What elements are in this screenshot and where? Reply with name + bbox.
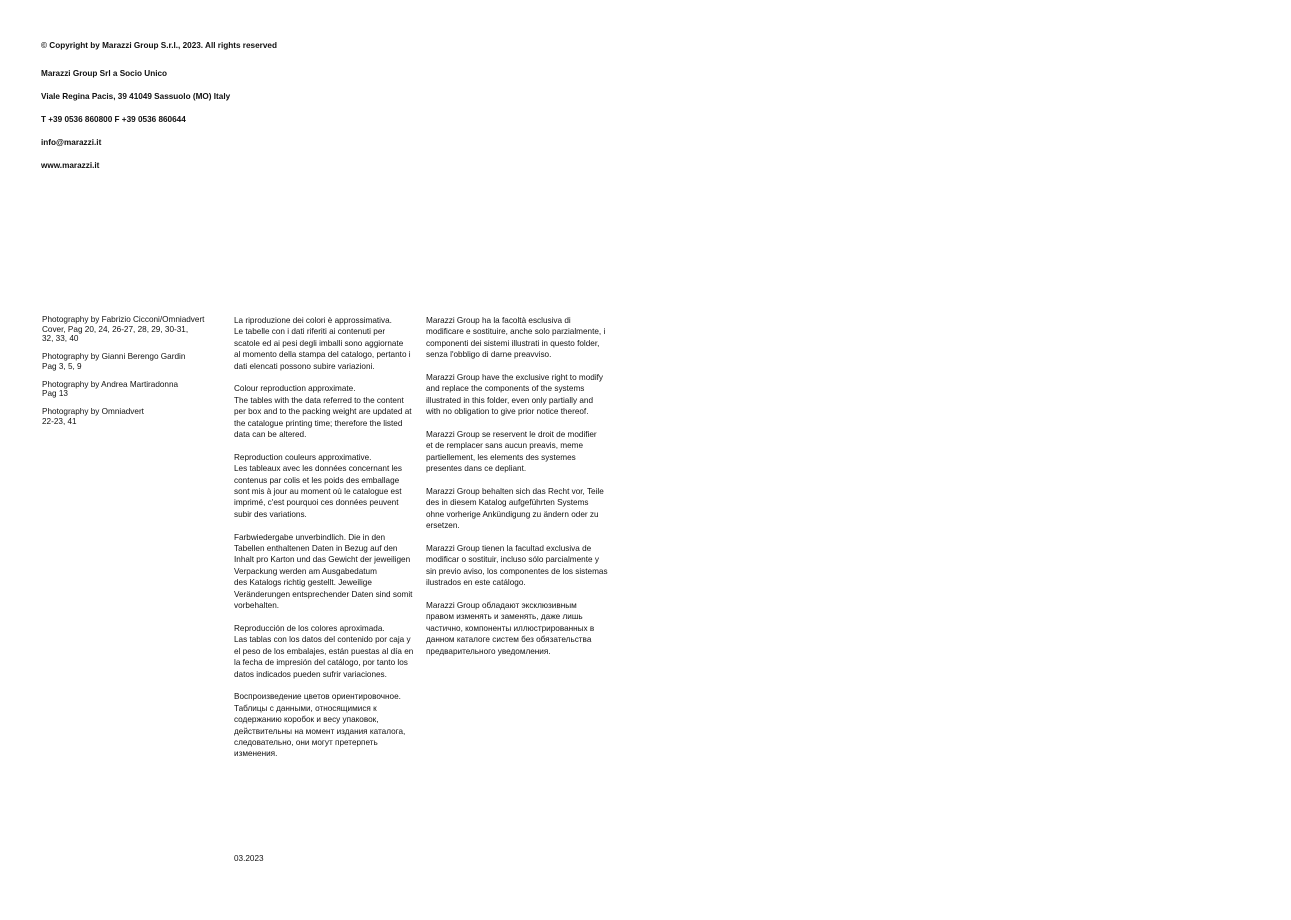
rights-note-ru: Marazzi Group обладают эксклюзивным правом изменять и заменять, даже лишь частично, компоненты иллюстрированных в данном каталоге систем без обязательства предварительного уведомления. (426, 601, 595, 656)
company-email: info@marazzi.it (41, 137, 102, 147)
colour-note-de: Farbwiedergabe unverbindlich. Die in den Tabellen enthaltenen Daten in Bezug auf den Inhalt pro Karton und das Gewicht der jeweiligen Verpackung werden am Ausgabedatum des Katalogs richtig gestellt. Jeweilige Veränderungen entsprechender Daten sind somit vorbehalten. (234, 532, 413, 611)
company-name: Marazzi Group Srl a Socio Unico (41, 69, 168, 79)
copyright-notice: © Copyright by Marazzi Group S.r.l., 2023. All rights reserved (41, 41, 277, 50)
rights-note-en: Marazzi Group have the exclusive right to modify and replace the components of the systems illustrated in this folder, even only partially and with no obligation to give prior notice thereof. (426, 373, 604, 417)
colour-note-es: Reproducción de los colores aproximada. Las tablas con los datos del contenido por caja y el peso de los embalajes, están puestas al día en la fecha de impresión del catálogo, por tanto los datos indicados pueden sufrir variaciones. (234, 623, 414, 679)
colour-note-ru: Воспроизведение цветов ориентировочное. Таблицы с данными, относящимися к содержанию коробок и весу упаковок, действительны на момент издания каталога, следовательно, они могут претерпеть изменения. (234, 692, 406, 759)
colour-note-fr: Reproduction couleurs approximative. Les tableaux avec les données concernant les contenus par colis et les poids des emballage sont mis à jour au moment où le catalogue est imprimé, c'est pourquoi ces données peuvent subir des variations. (234, 452, 402, 519)
company-website: www.marazzi.it (41, 160, 100, 170)
photo-credit: Photography by Fabrizio Cicconi/Omniadvert Cover, Pag 20, 24, 26-27, 28, 29, 30-31, 32, 33, 40 (42, 315, 205, 344)
photo-credit: Photography by Omniadvert 22-23, 41 (42, 407, 144, 426)
rights-note-es: Marazzi Group tienen la facultad exclusiva de modificar o sostituir, incluso sólo parcialmente y sin previo aviso, los componentes de los sistemas ilustrados en este catálogo. (426, 544, 608, 588)
company-phone-fax: T +39 0536 860800 F +39 0536 860644 (41, 115, 186, 125)
photo-credit: Photography by Andrea Martiradonna Pag 13 (42, 379, 179, 399)
rights-note-de: Marazzi Group behalten sich das Recht vor, Teile des in diesem Katalog aufgeführten Systems ohne vorherige Ankündigung zu ändern oder zu ersetzen. (426, 487, 604, 531)
photography-credits (42, 315, 220, 435)
rights-note-fr: Marazzi Group se reservent le droit de modifier et de remplacer sans aucun preavis, meme partiellement, les elements des systemes presentes dans ce depliant. (426, 430, 597, 474)
colour-note-it: La riproduzione dei colori è approssimativa. Le tabelle con i dati riferiti ai contenuti per scatole ed ai pesi degli imballi sono aggiornate al momento della stampa del catalogo, pertanto i dati elencati possono subire variazioni. (234, 316, 411, 371)
company-info (41, 57, 230, 182)
modification-rights-notes (426, 315, 608, 669)
colour-note-en: Colour reproduction approximate. The tables with the data referred to the content per box and to the packing weight are updated at the catalogue printing time; therefore the listed data can be altered. (234, 384, 412, 440)
colour-reproduction-notes (234, 315, 416, 771)
photo-credit: Photography by Gianni Berengo Gardin Pag 3, 5, 9 (42, 352, 186, 371)
rights-note-it: Marazzi Group ha la facoltà esclusiva di modificare e sostituire, anche solo parzialmente, i componenti dei sistemi illustrati in questo folder, senza l'obbligo di darne preavviso. (426, 316, 606, 360)
edition-date: 03.2023 (234, 854, 264, 863)
company-address: Viale Regina Pacis, 39 41049 Sassuolo (MO) Italy (41, 92, 231, 102)
